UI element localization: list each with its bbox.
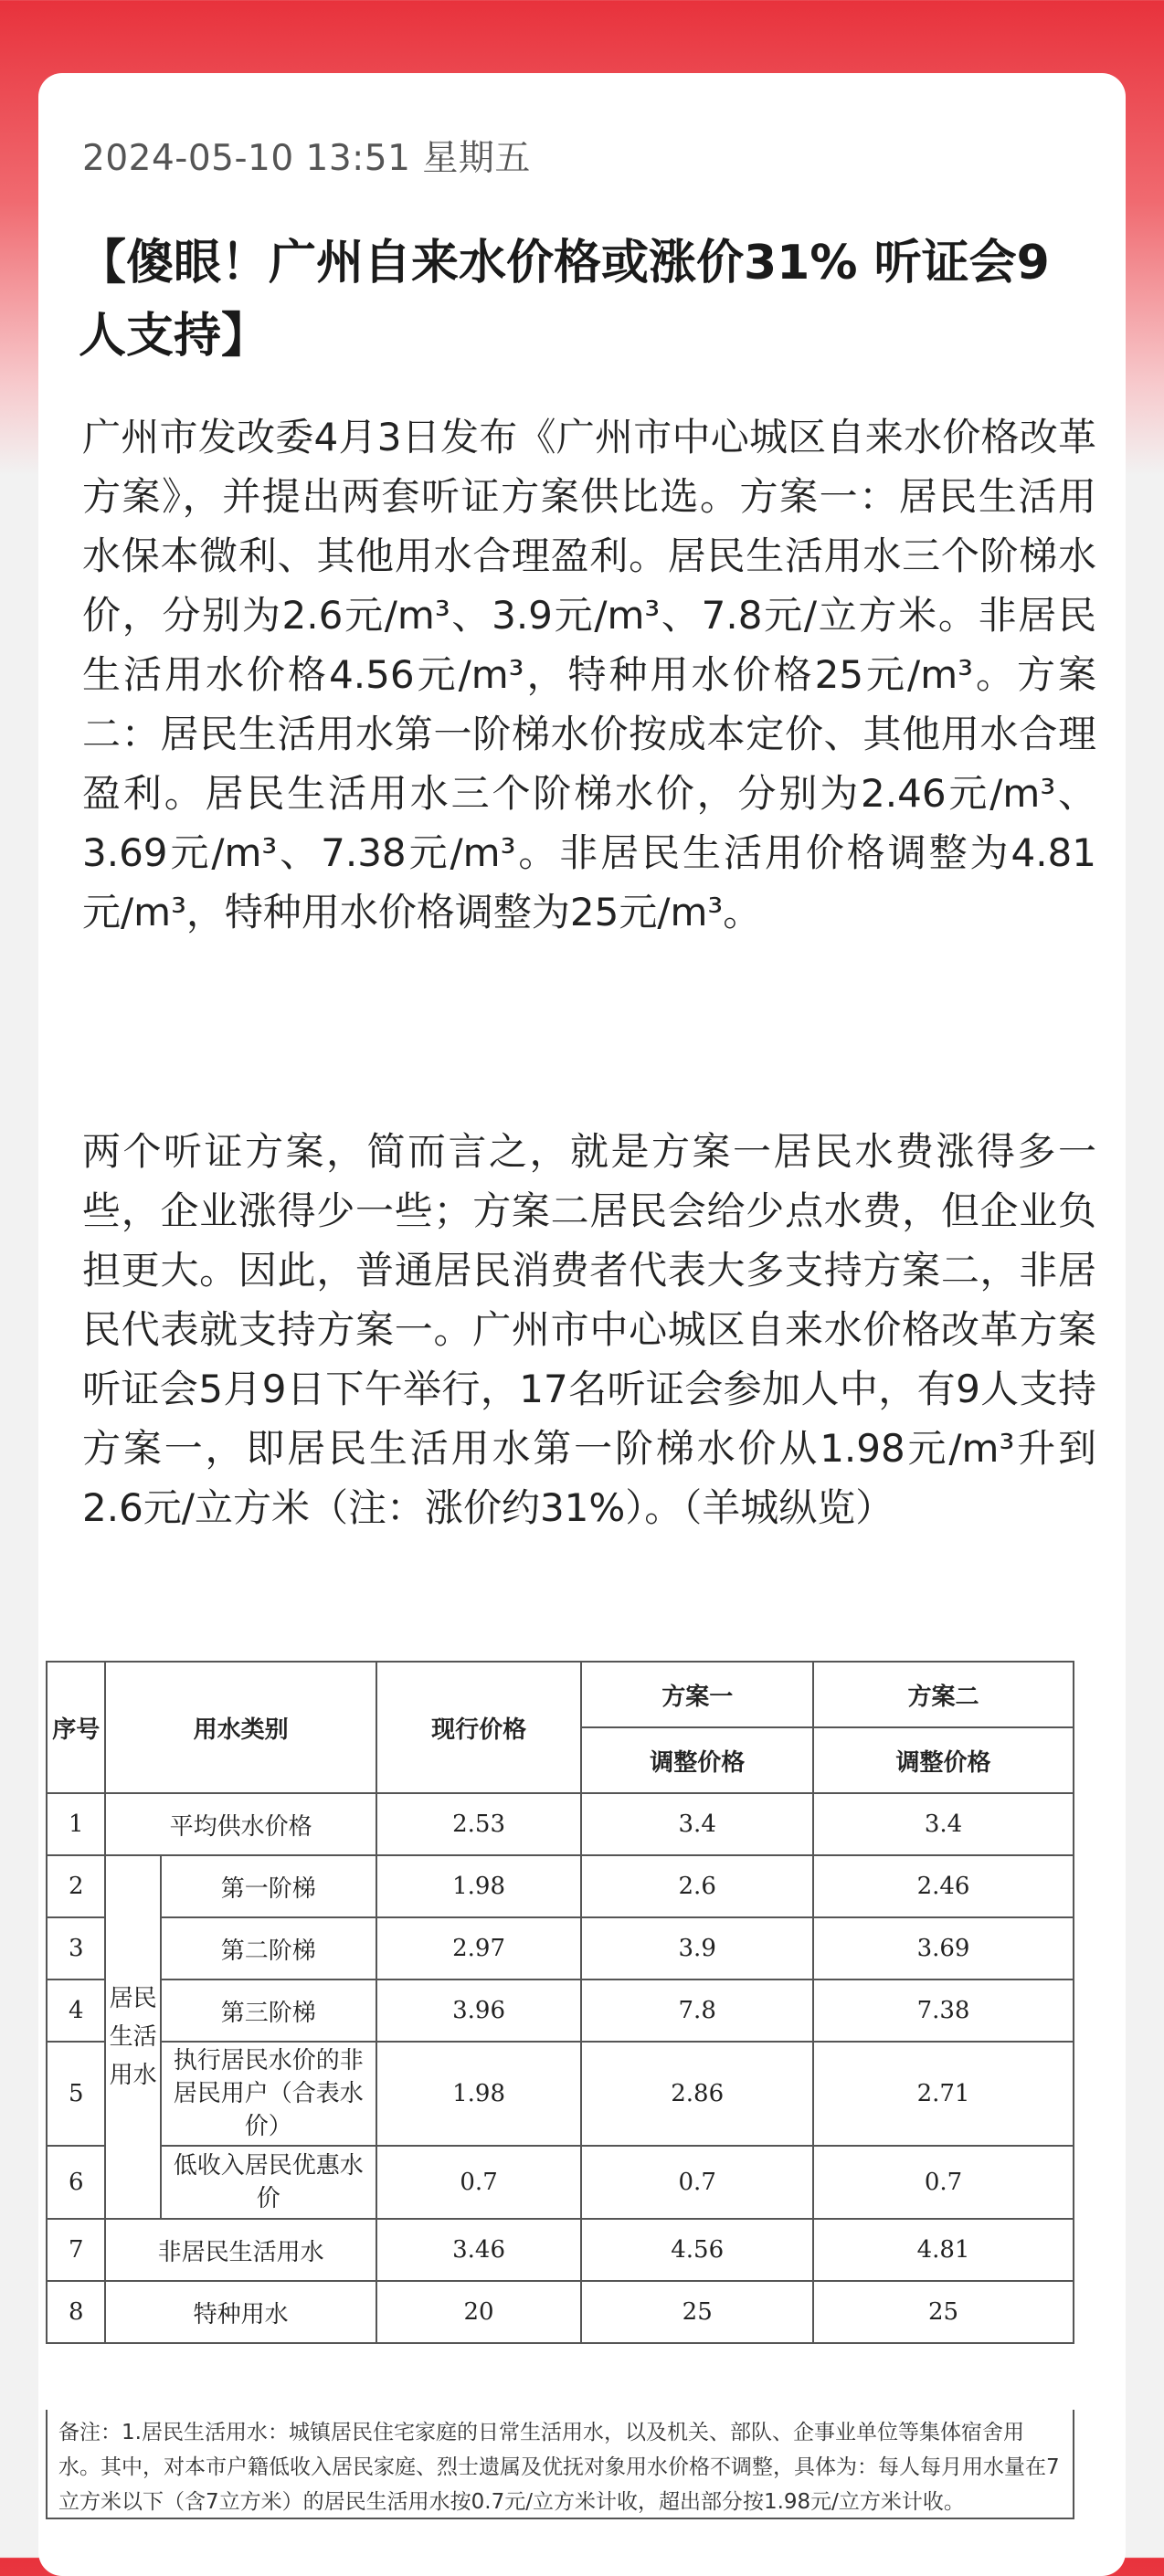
table-row: [47, 2219, 1074, 2281]
row-plan-2: 4.81: [813, 2219, 1074, 2281]
row-no: 6: [47, 2146, 105, 2219]
table-note: 备注：1.居民生活用水：城镇居民住宅家庭的日常生活用水，以及机关、部队、企事业单位等集体宿舍用水。其中，对本市户籍低收入居民家庭、烈士遗属及优抚对象用水价格不调整，具体为：每人每月用水量在7立方米以下（含7立方米）的居民生活用水按0.7元/立方米计收，超出部分按1.98元/立方米计收。: [46, 2410, 1074, 2519]
post-headline: 【傻眼！广州自来水价格或涨价31% 听证会9人支持】: [79, 236, 1050, 364]
header-adjusted-price-1: 调整价格: [581, 1727, 813, 1793]
row-category: 低收入居民优惠水价: [161, 2146, 376, 2219]
row-plan-2: 3.4: [813, 1793, 1074, 1855]
row-plan-2: 2.71: [813, 2042, 1074, 2146]
row-no: 5: [47, 2042, 105, 2146]
row-plan-2: 3.69: [813, 1917, 1074, 1980]
table-row: [47, 2042, 1074, 2146]
resident-group-label: [105, 1855, 160, 2219]
row-current: 1.98: [376, 2042, 582, 2146]
post-datetime: 2024-05-10 13:51 星期五: [82, 138, 531, 179]
header-plan-2: 方案二: [813, 1662, 1074, 1727]
header-category: 用水类别: [105, 1662, 376, 1793]
row-no: 3: [47, 1917, 105, 1980]
row-category: 第二阶梯: [161, 1917, 376, 1980]
row-category: 非居民生活用水: [105, 2219, 376, 2281]
row-category: 第三阶梯: [161, 1980, 376, 2042]
row-no: 1: [47, 1793, 105, 1855]
resident-group-text: 居民生活用水: [109, 1985, 157, 2089]
row-no: 8: [47, 2281, 105, 2343]
row-plan-1: 25: [581, 2281, 813, 2343]
row-plan-1: 0.7: [581, 2146, 813, 2219]
row-plan-1: 2.86: [581, 2042, 813, 2146]
header-adjusted-price-2: 调整价格: [813, 1727, 1074, 1793]
row-category: 第一阶梯: [161, 1855, 376, 1917]
row-current: 2.97: [376, 1917, 582, 1980]
row-plan-1: 2.6: [581, 1855, 813, 1917]
row-current: 20: [376, 2281, 582, 2343]
table-row: [47, 1793, 1074, 1855]
row-plan-2: 2.46: [813, 1855, 1074, 1917]
row-no: 2: [47, 1855, 105, 1917]
row-current: 0.7: [376, 2146, 582, 2219]
row-plan-2: 0.7: [813, 2146, 1074, 2219]
row-plan-1: 3.4: [581, 1793, 813, 1855]
table-row: [47, 1980, 1074, 2042]
table-row: [47, 1917, 1074, 1980]
header-plan-1: 方案一: [581, 1662, 813, 1727]
table-row: [47, 1855, 1074, 1917]
price-table: [46, 1661, 1074, 2344]
row-plan-1: 3.9: [581, 1917, 813, 1980]
row-plan-1: 4.56: [581, 2219, 813, 2281]
row-no: 7: [47, 2219, 105, 2281]
row-plan-2: 7.38: [813, 1980, 1074, 2042]
post-paragraph-1: 广州市发改委4月3日发布《广州市中心城区自来水价格改革方案》，并提出两套听证方案供比选。方案一：居民生活用水保本微利、其他用水合理盈利。居民生活用水三个阶梯水价，分别为2.6元/m³、3.9元/m³、7.8元/立方米。非居民生活用水价格4.56元/m³，特种用水价格25元/m³。方案二：居民生活用水第一阶梯水价按成本定价、其他用水合理盈利。居民生活用水三个阶梯水价，分别为2.46元/m³、3.69元/m³、7.38元/m³。非居民生活用价格调整为4.81元/m³，特种用水价格调整为25元/m³。: [82, 415, 1096, 934]
post-paragraph-2: 两个听证方案，简而言之，就是方案一居民水费涨得多一些，企业涨得少一些；方案二居民会给少点水费，但企业负担更大。因此，普通居民消费者代表大多支持方案二，非居民代表就支持方案一。广州市中心城区自来水价格改革方案听证会5月9日下午举行，17名听证会参加人中，有9人支持方案一，即居民生活用水第一阶梯水价从1.98元/m³升到2.6元/立方米（注：涨价约31%）。（羊城纵览）: [82, 1129, 1096, 1530]
row-current: 3.46: [376, 2219, 582, 2281]
row-plan-1: 7.8: [581, 1980, 813, 2042]
row-current: 1.98: [376, 1855, 582, 1917]
row-no: 4: [47, 1980, 105, 2042]
row-plan-2: 25: [813, 2281, 1074, 2343]
row-current: 3.96: [376, 1980, 582, 2042]
table-row: [47, 2146, 1074, 2219]
row-current: 2.53: [376, 1793, 582, 1855]
header-seq: 序号: [47, 1662, 105, 1793]
table-row: [47, 2281, 1074, 2343]
row-category: 执行居民水价的非居民用户（合表水价）: [161, 2042, 376, 2146]
row-category: 特种用水: [105, 2281, 376, 2343]
row-category: 平均供水价格: [105, 1793, 376, 1855]
header-current-price: 现行价格: [376, 1662, 582, 1793]
